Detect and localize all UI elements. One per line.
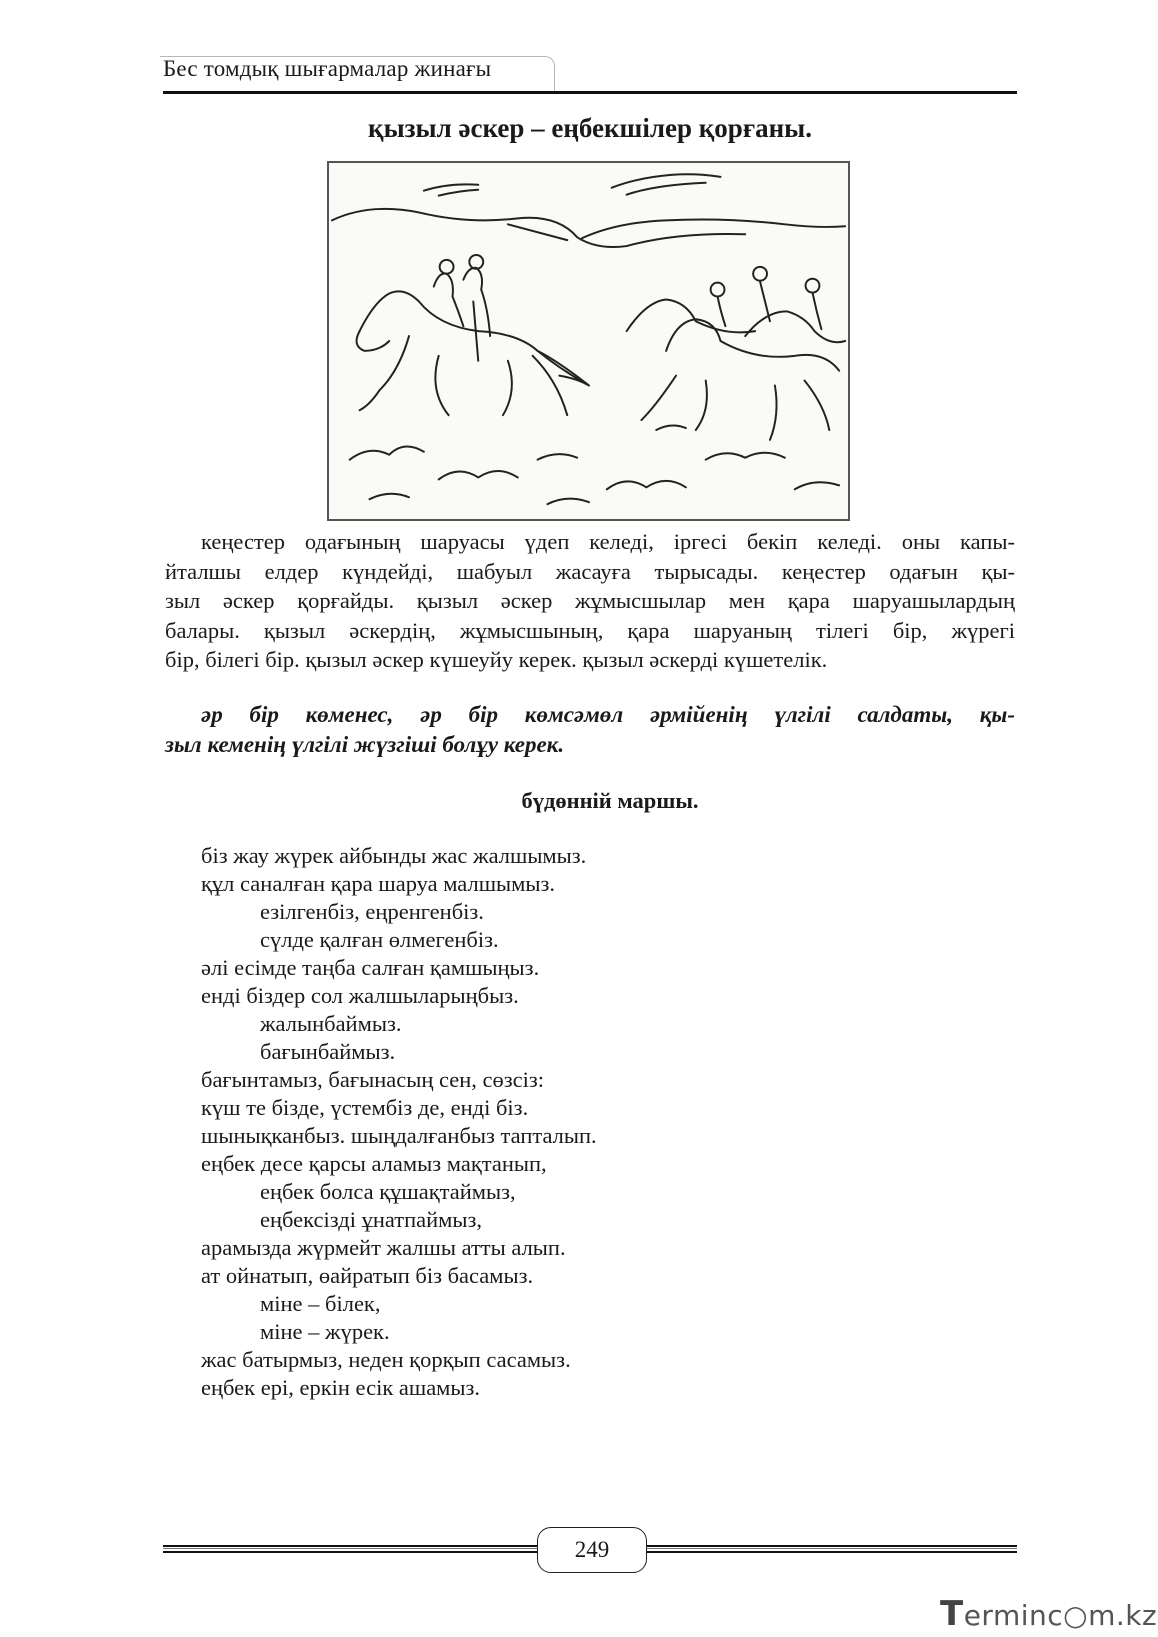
poem-line: күш те бізде, үстембіз де, енді біз.: [201, 1095, 529, 1120]
poem-line: біз жау жүрек айбынды жас жалшымыз.: [201, 843, 587, 868]
poem-line: шынықканбыз. шыңдалғанбыз тапталып.: [201, 1123, 597, 1148]
poem-line: әлі есімде таңба салған қамшыңыз.: [201, 955, 540, 980]
footer-rule-right: [647, 1545, 1017, 1553]
paragraph-line: кеңестер одағының шаруасы үдеп келеді, іргесі бекіп келеді. оны капы-: [201, 529, 1015, 554]
horsemen-galloping-icon: [329, 163, 848, 519]
poem-line: еңбек десе қарсы аламыз мақтанып,: [201, 1151, 547, 1176]
poem-line: бағынтамыз, бағынасың сен, сөзсіз:: [201, 1067, 545, 1092]
running-head: Бес томдық шығармалар жинағы: [163, 56, 492, 81]
poem-line: міне – жүрек.: [260, 1319, 390, 1344]
poem-line: еңбексізді ұнатпаймыз,: [260, 1207, 483, 1232]
song-title: бүдөнній маршы.: [521, 788, 699, 813]
illustration-horsemen: [327, 161, 850, 521]
page-number: 249: [537, 1527, 647, 1573]
slogan: [165, 700, 1015, 760]
poem-line: жас батырмыз, неден қорқып сасамыз.: [201, 1347, 571, 1372]
poem-line: міне – білек,: [260, 1291, 381, 1316]
watermark-logo: Terminc○m.kz: [940, 1594, 1158, 1634]
paragraph-line: балары. қызыл әскердің, жұмысшының, қара шаруаның тілегі бір, жүрегі: [165, 617, 1015, 643]
section-heading: қызыл әскер – еңбекшілер қорғаны.: [368, 113, 812, 143]
poem: [201, 842, 901, 1402]
poem-line: еңбек ері, еркін есік ашамыз.: [201, 1375, 481, 1400]
poem-line: сүлде қалған өлмегенбіз.: [260, 927, 499, 952]
paragraph-line: бір, білегі бір. қызыл әскер күшеуйу керек. қызыл әскерді күшетелік.: [165, 647, 828, 672]
body-paragraph: [165, 527, 1015, 675]
slogan-line: әр бір көменес, әр бір көмсәмөл әрмійенің үлгілі салдаты, қы-: [201, 702, 1015, 727]
slogan-line: зыл кеменің үлгілі жүзгіші болұу керек.: [165, 732, 565, 757]
poem-line: жалынбаймыз.: [260, 1011, 402, 1036]
poem-line: бағынбаймыз.: [260, 1039, 396, 1064]
poem-line: еңбек болса құшақтаймыз,: [260, 1179, 516, 1204]
poem-line: құл саналған қара шаруа малшымыз.: [201, 871, 556, 896]
paragraph-line: йталшы елдер күндейді, шабуыл жасауға тырысады. кеңестер одағын қы-: [165, 558, 1015, 584]
header-rule: [163, 91, 1017, 94]
paragraph-line: зыл әскер қорғайды. қызыл әскер жұмысшылар мен қара шаруашылардың: [165, 588, 1015, 613]
poem-line: енді біздер сол жалшыларыңбыз.: [201, 983, 519, 1008]
footer-rule-left: [163, 1545, 538, 1553]
magnifier-icon: ○: [1063, 1599, 1089, 1632]
poem-line: арамызда жүрмейт жалшы атты алып.: [201, 1235, 566, 1260]
poem-line: езілгенбіз, еңренгенбіз.: [260, 899, 484, 924]
poem-line: ат ойнатып, өайратып біз басамыз.: [201, 1263, 534, 1288]
